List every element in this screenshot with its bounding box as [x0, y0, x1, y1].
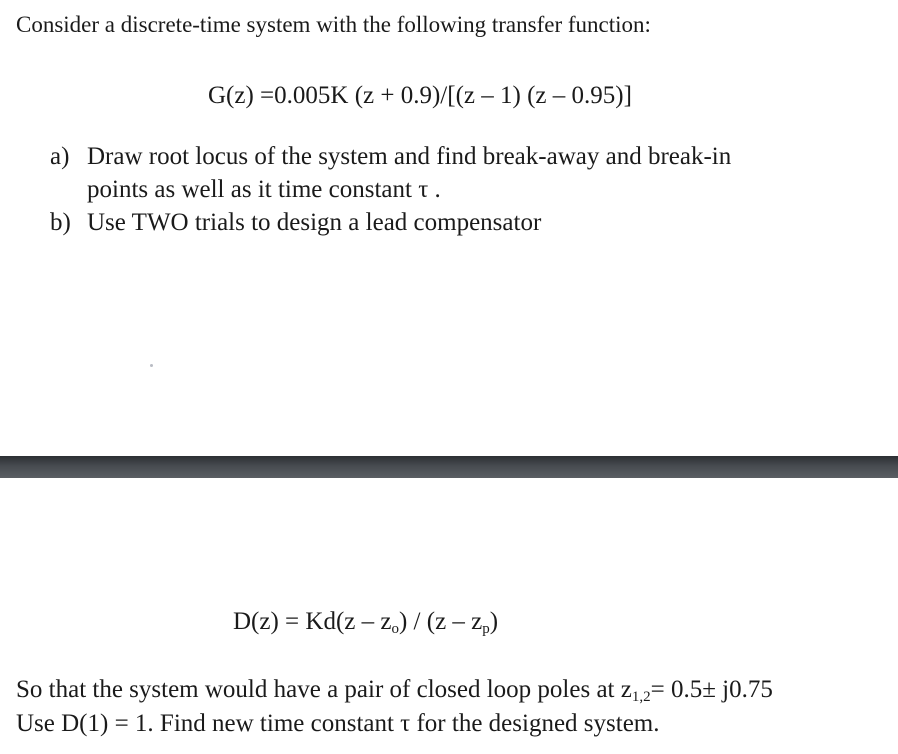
page-divider-bar	[0, 456, 898, 478]
question-a-line-1: Draw root locus of the system and find break-away and break-in	[87, 143, 732, 170]
question-a-label: a)	[50, 143, 70, 170]
question-b-text	[87, 206, 807, 239]
question-a-text	[87, 140, 807, 206]
zero-subscript: o	[391, 621, 399, 637]
condition-prefix: So that the system would have a pair of closed loop poles at z	[16, 676, 632, 703]
transfer-function-equation: G(z) =0.005K (z + 0.9)/[(z – 1) (z – 0.95)]	[208, 82, 632, 109]
problem-page-bottom	[0, 478, 898, 754]
condition-suffix: = 0.5± j0.75	[650, 676, 773, 703]
compensator-mid: ) / (z – z	[398, 608, 483, 635]
closed-loop-pole-condition	[16, 673, 773, 707]
condition-subscript: 1,2	[631, 689, 651, 705]
question-a	[50, 140, 807, 206]
compensator-end: )	[489, 608, 499, 635]
question-list	[50, 140, 807, 239]
problem-intro: Consider a discrete-time system with the following transfer function:	[16, 12, 651, 37]
question-b-label: b)	[50, 209, 71, 236]
question-b-line-1: Use TWO trials to design a lead compensator	[87, 209, 542, 236]
final-instruction: Use D(1) = 1. Find new time constant τ for the designed system.	[16, 710, 660, 737]
pole-subscript: p	[482, 621, 490, 637]
scan-speck	[150, 364, 153, 367]
question-a-line-2: points as well as it time constant τ .	[87, 176, 441, 203]
question-b	[50, 206, 807, 239]
design-requirements	[16, 673, 773, 741]
compensator-equation	[233, 608, 498, 636]
compensator-lhs: D(z) = Kd(z – z	[233, 608, 392, 635]
